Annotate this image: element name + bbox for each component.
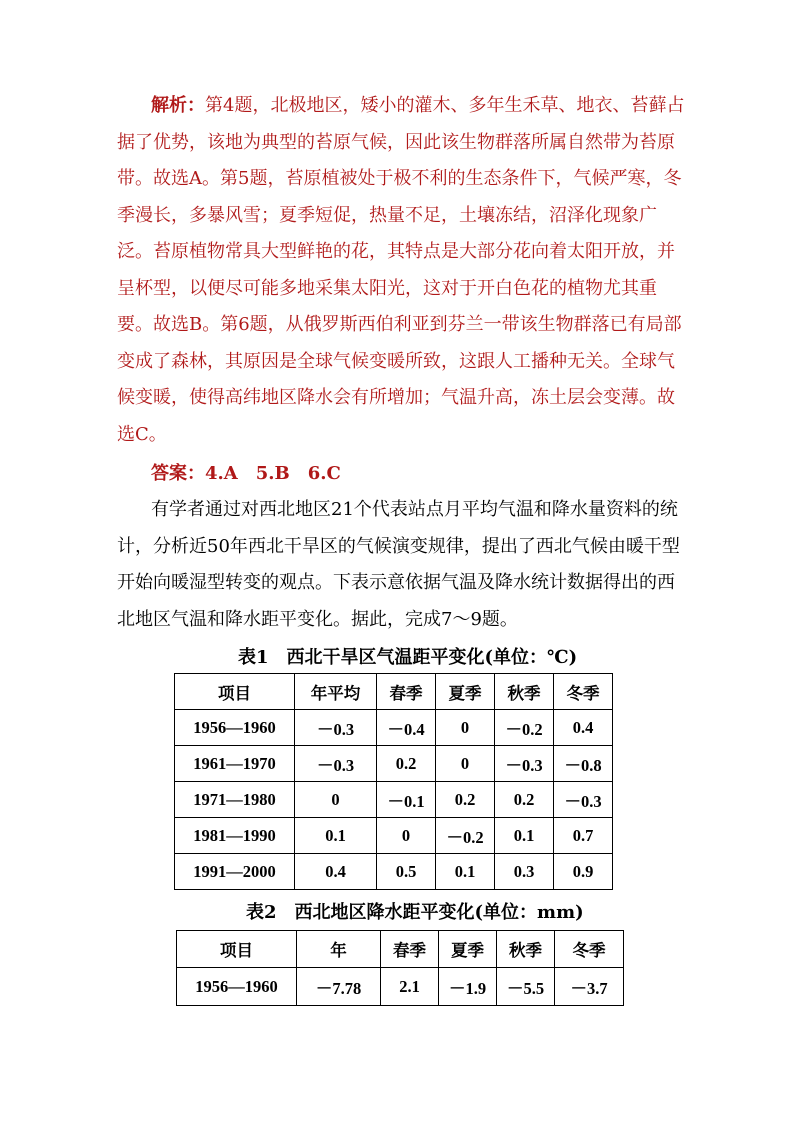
table-cell: －0.3 xyxy=(295,746,377,782)
table-cell: 0.2 xyxy=(495,782,554,818)
analysis-label: 解析： xyxy=(151,95,205,116)
header-cell: 春季 xyxy=(377,674,436,710)
table-cell: 0.3 xyxy=(495,854,554,890)
table-cell: 0.9 xyxy=(554,854,613,890)
table-cell: 0 xyxy=(377,818,436,854)
table-header-row xyxy=(175,674,613,710)
table-cell: －0.1 xyxy=(377,782,436,818)
table-cell: 1961—1970 xyxy=(175,746,295,782)
table-cell: －0.8 xyxy=(554,746,613,782)
table-cell: 0.1 xyxy=(436,854,495,890)
table-cell: －7.78 xyxy=(297,968,381,1006)
table-cell: 0.4 xyxy=(295,854,377,890)
table-cell: 1971—1980 xyxy=(175,782,295,818)
answer-label: 答案： xyxy=(151,463,205,484)
table-cell: －0.2 xyxy=(436,818,495,854)
table-row xyxy=(175,746,613,782)
temperature-anomaly-table xyxy=(174,673,613,890)
table-cell: －0.3 xyxy=(554,782,613,818)
table-cell: 1981—1990 xyxy=(175,818,295,854)
table-cell: －0.2 xyxy=(495,710,554,746)
table1-caption: 表1 西北干旱区气温距平变化(单位：℃) xyxy=(238,647,578,668)
table-row xyxy=(175,782,613,818)
table-cell: －0.3 xyxy=(295,710,377,746)
header-cell: 秋季 xyxy=(497,931,555,968)
header-cell: 秋季 xyxy=(495,674,554,710)
table2-caption: 表2 西北地区降水距平变化(单位：mm) xyxy=(246,902,584,923)
header-cell: 夏季 xyxy=(439,931,497,968)
table-row xyxy=(175,854,613,890)
table-cell: －0.4 xyxy=(377,710,436,746)
table-cell: 0.2 xyxy=(377,746,436,782)
table-cell: 1956—1960 xyxy=(175,710,295,746)
table-cell: 0.1 xyxy=(495,818,554,854)
table-cell: 1956—1960 xyxy=(177,968,297,1006)
table-cell: 1991—2000 xyxy=(175,854,295,890)
table-cell: －0.3 xyxy=(495,746,554,782)
table-cell: 2.1 xyxy=(381,968,439,1006)
table-cell: 0.7 xyxy=(554,818,613,854)
table-cell: 0 xyxy=(436,710,495,746)
header-cell: 项目 xyxy=(177,931,297,968)
precipitation-anomaly-table xyxy=(176,930,624,1006)
table-cell: 0 xyxy=(295,782,377,818)
question-intro: 有学者通过对西北地区21个代表站点月平均气温和降水量资料的统计，分析近50年西北干旱区的气候演变规律，提出了西北气候由暖干型开始向暖湿型转变的观点。下表示意依据气温及降水统计数据得出的西北地区气温和降水距平变化。据此，完成7～9题。 xyxy=(117,499,680,630)
table-row xyxy=(175,710,613,746)
header-cell: 夏季 xyxy=(436,674,495,710)
answer-line xyxy=(151,456,691,493)
header-cell: 项目 xyxy=(175,674,295,710)
table-cell: 0.5 xyxy=(377,854,436,890)
header-cell: 春季 xyxy=(381,931,439,968)
analysis-text: 第4题，北极地区，矮小的灌木、多年生禾草、地衣、苔藓占据了优势，该地为典型的苔原气候，因此该生物群落所属自然带为苔原带。故选A。第5题，苔原植被处于极不利的生态条件下，气候严寒，冬季漫长，多暴风雪；夏季短促，热量不足，土壤冻结，沼泽化现象广泛。苔原植物常具大型鲜艳的花，其特点是大部分花向着太阳开放，并呈杯型，以便尽可能多地采集太阳光，这对于开白色花的植物尤其重要。故选B。第6题，从俄罗斯西伯利亚到芬兰一带该生物群落已有局部变成了森林，其原因是全球气候变暖所致，这跟人工播种无关。全球气候变暖，使得高纬地区降水会有所增加；气温升高，冻土层会变薄。故选C。 xyxy=(117,95,685,445)
answer-text: 4.A 5.B 6.C xyxy=(205,463,341,484)
table-cell: －5.5 xyxy=(497,968,555,1006)
header-cell: 冬季 xyxy=(555,931,624,968)
analysis-paragraph xyxy=(117,88,687,453)
table-row xyxy=(177,968,624,1006)
table-cell: 0.4 xyxy=(554,710,613,746)
table-cell: －3.7 xyxy=(555,968,624,1006)
header-cell: 年平均 xyxy=(295,674,377,710)
table-row xyxy=(175,818,613,854)
header-cell: 年 xyxy=(297,931,381,968)
table-cell: －1.9 xyxy=(439,968,497,1006)
table-header-row xyxy=(177,931,624,968)
table-cell: 0 xyxy=(436,746,495,782)
table-cell: 0.2 xyxy=(436,782,495,818)
header-cell: 冬季 xyxy=(554,674,613,710)
table-cell: 0.1 xyxy=(295,818,377,854)
